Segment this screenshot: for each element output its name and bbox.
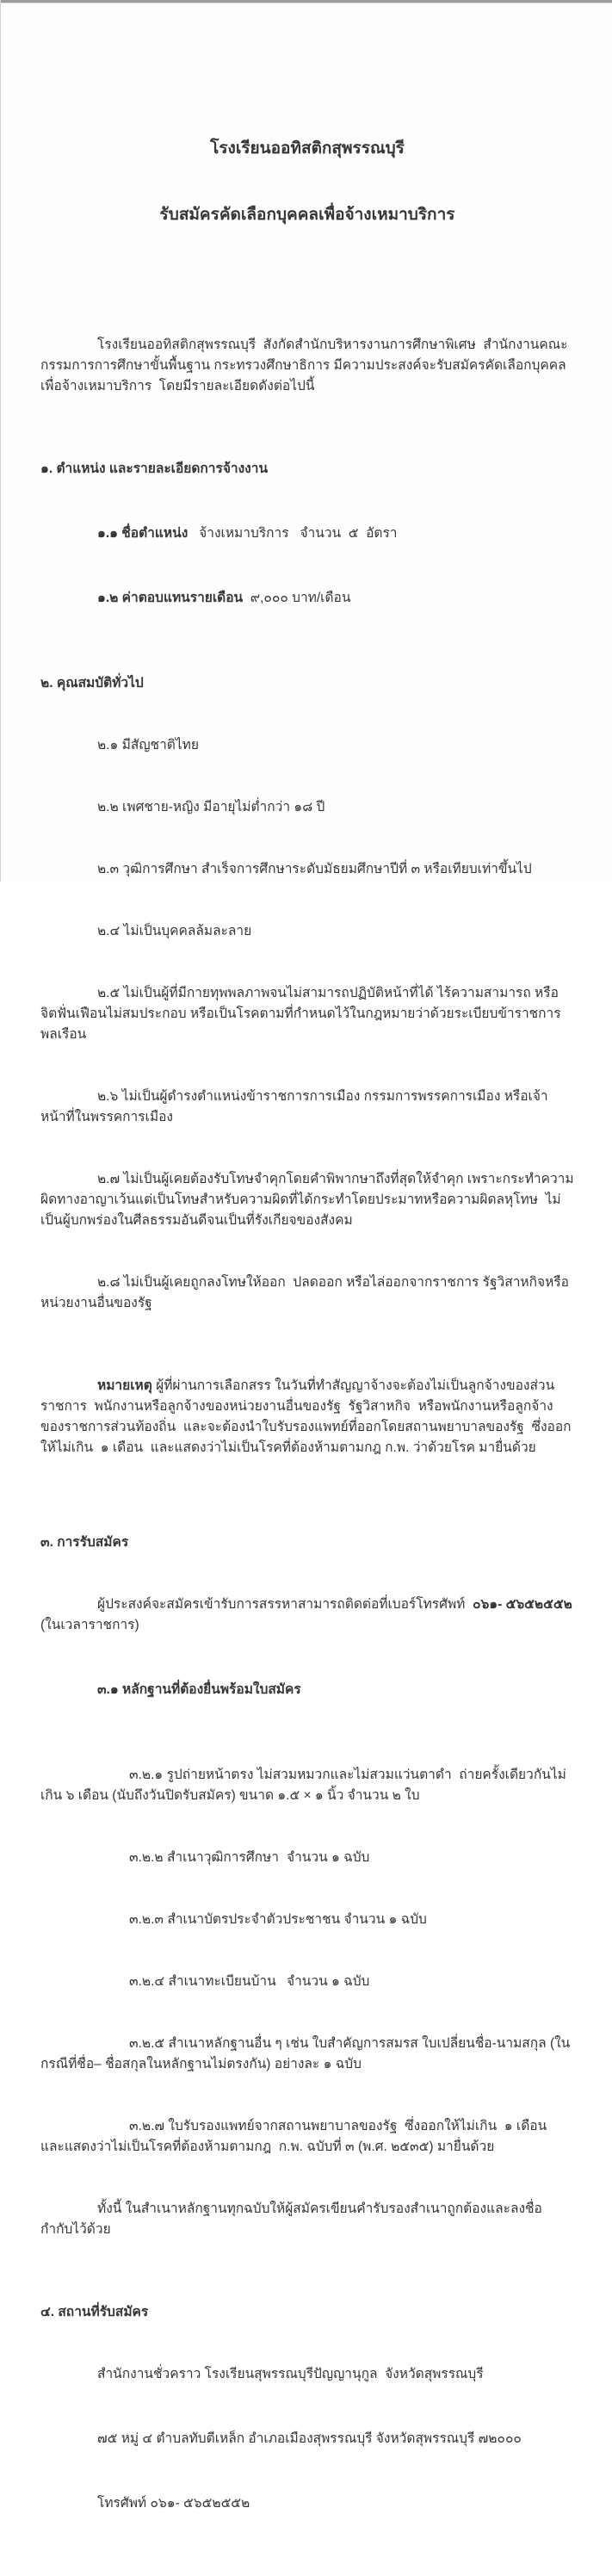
document-label: ๓.๒.๒ สำเนาวุฒิการศึกษา — [129, 1850, 279, 1865]
qualification-item-2-1: ๒.๑ มีสัญชาติไทย — [97, 738, 199, 752]
qualification-item-2-2: ๒.๒ เพศชาย-หญิง มีอายุไม่ต่ำกว่า ๑๘ ปี — [97, 800, 325, 814]
document-item-3-2-5: ๓.๒.๕ สำเนาหลักฐานอื่น ๆ เช่น ใบสำคัญการสมรส ใบเปลี่ยนชื่อ-นามสกุล (ในกรณีที่ชื่อ– ชื่อสกุลในหลักฐานไม่ตรงกัน) อย่างละ ๑ ฉบับ — [40, 2036, 571, 2071]
note-paragraph — [40, 1376, 574, 1458]
qualification-item-2-8: ๒.๘ ไม่เป็นผู้เคยถูกลงโทษให้ออก ปลดออก หรือไล่ออกจากราชการ รัฐวิสาหกิจหรือหน่วยงานอื่นของรัฐ — [40, 1275, 569, 1310]
note-text: ผู้ที่ผ่านการเลือกสรร ในวันที่ทำสัญญาจ้างจะต้องไม่เป็นลูกจ้างของส่วนราชการ พนักงานหรือลูกจ้างของหน่วยงานอื่นของรัฐ รัฐวิสาหกิจ หรือพนักงานหรือลูกจ้างของราชการส่วนท้องถิ่น และจะต้องนำใบรับรองแพทย์ที่ออกโดยสถานพยาบาลของรัฐ ซึ่งออกให้ไม่เกิน ๑ เดือน และแสดงว่าไม่เป็นโรคที่ต้องห้ามตามกฎ ก.พ. ว่าด้วยโรค มายื่นด้วย — [40, 1378, 572, 1455]
position-value: จ้างเหมาบริการ จำนวน ๕ อัตรา — [188, 526, 398, 541]
section-1-heading: ๑. ตำแหน่ง และรายละเอียดการจ้างงาน — [40, 461, 269, 476]
document-label: ๓.๒.๔ สำเนาทะเบียนบ้าน — [129, 1974, 276, 1989]
document-item-3-2-3 — [40, 1910, 574, 1930]
position-label: ๑.๑ ชื่อตำแหน่ง — [97, 526, 189, 541]
document-count: จำนวน ๑ ฉบับ — [287, 1974, 370, 1989]
office-line: สำนักงานชั่วคราว โรงเรียนสุพรรณบุรีปัญญานุกูล จังหวัดสุพรรณบุรี — [97, 2367, 484, 2381]
salary-line — [40, 588, 574, 609]
phone-line: โทรศัพท์ ๐๖๑- ๕๖๕๒๕๕๒ — [97, 2496, 250, 2511]
qualification-item-2-4: ๒.๔ ไม่เป็นบุคคลล้มละลาย — [97, 924, 252, 938]
contact-text-after: (ในเวลาราชการ) — [40, 1597, 577, 1632]
scan-left-edge — [0, 0, 1, 882]
intro-paragraph: โรงเรียนออทิสติกสุพรรณบุรี สังกัดสำนักบริหารงานการศึกษาพิเศษ สำนักงานคณะกรรมการการศึกษาขั้นพื้นฐาน กระทรวงศึกษาธิการ มีความประสงค์จะรับสมัครคัดเลือกบุคคลเพื่อจ้างเหมาบริการ โดยมีรายละเอียดดังต่อไปนี้ — [40, 337, 568, 393]
document-item-3-2-7: ๓.๒.๗ ใบรับรองแพทย์จากสถานพยาบาลของรัฐ ซึ่งออกให้ไม่เกิน ๑ เดือน และแสดงว่าไม่เป็นโรคที่ต้องห้ามตามกฎ ก.พ. ฉบับที่ ๓ (พ.ศ. ๒๕๓๕) มายื่นด้วย — [40, 2119, 554, 2154]
qualification-item-2-5: ๒.๕ ไม่เป็นผู้ที่มีกายทุพพลภาพจนไม่สามารถปฏิบัติหน้าที่ได้ ไร้ความสามารถ หรือจิตฟั่นเฟือนไม่สมประกอบ หรือเป็นโรคตามที่กำหนดไว้ในกฎหมายว่าด้วยระเบียบข้าราชการพลเรือน — [40, 986, 561, 1042]
qualification-item-2-7: ๒.๗ ไม่เป็นผู้เคยต้องรับโทษจำคุกโดยคำพิพากษาถึงที่สุดให้จำคุก เพราะกระทำความผิดทางอาญาเว้นแต่เป็นโทษสำหรับความผิดที่ได้กระทำโดยประมาทหรือความผิดลหุโทษ ไม่เป็นผู้บกพร่องในศีลธรรมอันดีจนเป็นที่รังเกียจของสังคม — [40, 1172, 574, 1228]
document-count: จำนวน ๑ ฉบับ — [287, 1850, 370, 1865]
contact-line — [40, 1595, 577, 1636]
qualification-item-2-6: ๒.๖ ไม่เป็นผู้ดำรงตำแหน่งข้าราชการการเมือง กรรมการพรรคการเมือง หรือเจ้าหน้าที่ในพรรคการเมือง — [40, 1089, 548, 1124]
document-item-3-2-4 — [40, 1972, 574, 1992]
phone-number: ๐๖๑- ๕๖๕๒๕๕๒ — [473, 1597, 572, 1612]
section-3-heading: ๓. การรับสมัคร — [40, 1535, 129, 1550]
scan-top-edge — [0, 0, 612, 3]
qualification-item-2-3: ๒.๓ วุฒิการศึกษา สำเร็จการศึกษาระดับมัธยมศึกษาปีที่ ๓ หรือเทียบเท่าขึ้นไป — [97, 862, 532, 876]
document-count: จำนวน ๑ ฉบับ — [340, 1912, 427, 1927]
salary-value: ๙,๐๐๐ บาท/เดือน — [243, 591, 351, 605]
salary-label: ๑.๒ ค่าตอบแทนรายเดือน — [97, 591, 244, 605]
document-item-3-2-2 — [40, 1848, 574, 1868]
title-school-name: โรงเรียนออทิสติกสุพรรณบุรี — [210, 139, 405, 158]
contact-text-before: ผู้ประสงค์จะสมัครเข้ารับการสรรหาสามารถติดต่อที่เบอร์โทรศัพท์ — [97, 1597, 473, 1612]
documents-heading: ๓.๑ หลักฐานที่ต้องยื่นพร้อมใบสมัคร — [97, 1682, 301, 1697]
position-line — [40, 523, 574, 544]
title-announcement: รับสมัครคัดเลือกบุคคลเพื่อจ้างเหมาบริการ — [159, 206, 455, 224]
closing-line: ทั้งนี้ ในสำเนาหลักฐานทุกฉบับให้ผู้สมัครเขียนคำรับรองสำเนาถูกต้องและลงชื่อกำกับไว้ด้วย — [40, 2201, 542, 2237]
address-line: ๗๕ หมู่ ๔ ตำบลทับตีเหล็ก อำเภอเมืองสุพรรณบุรี จังหวัดสุพรรณบุรี ๗๒๐๐๐ — [97, 2431, 522, 2446]
section-2-heading: ๒. คุณสมบัติทั่วไป — [40, 676, 144, 690]
document-title-block — [40, 95, 574, 269]
note-label: หมายเหตุ — [97, 1378, 152, 1393]
section-4-heading: ๔. สถานที่รับสมัคร — [40, 2305, 149, 2319]
document-content — [40, 33, 577, 2576]
document-label: ๓.๒.๓ สำเนาบัตรประจำตัวประชาชน — [129, 1912, 341, 1927]
document-item-3-2-1: ๓.๒.๑ รูปถ่ายหน้าตรง ไม่สวมหมวกและไม่สวมแว่นตาดำ ถ่ายครั้งเดียวกันไม่เกิน ๖ เดือน (นับถึงวันปิดรับสมัคร) ขนาด ๑.๕ × ๑ นิ้ว จำนวน ๒ ใบ — [40, 1768, 566, 1803]
